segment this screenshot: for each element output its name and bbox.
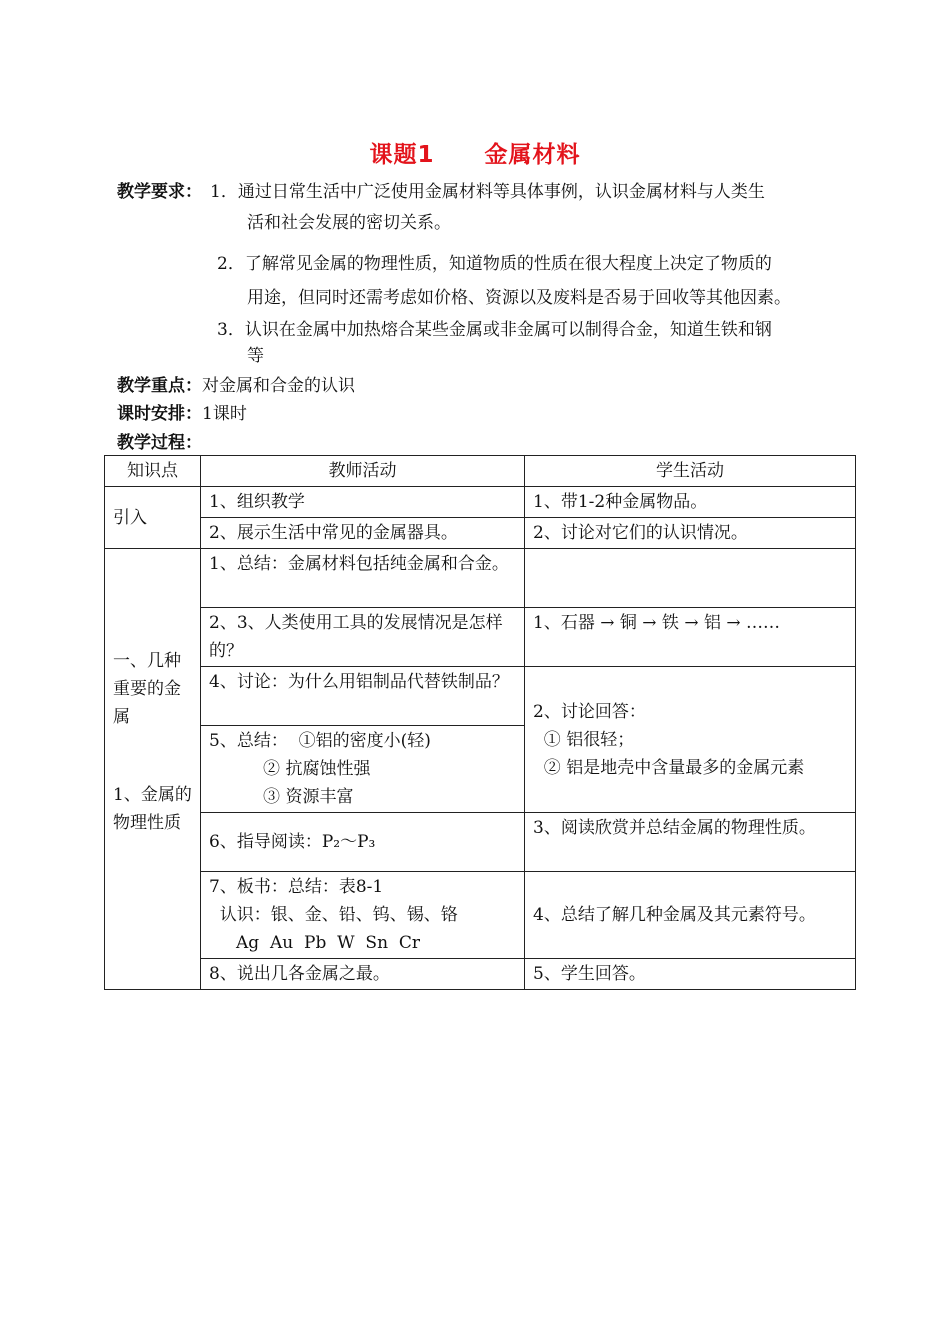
teacher-cell: 1、组织教学 — [201, 487, 525, 518]
teacher-cell: 8、说出几各金属之最。 — [201, 959, 525, 990]
requirement-3-text: 3．认识在金属中加热熔合某些金属或非金属可以制得合金，知道生铁和钢 — [217, 320, 772, 340]
teacher-line: 7、板书：总结：表8-1 — [209, 877, 384, 897]
teacher-line: Ag Au Pb W Sn Cr — [209, 933, 420, 953]
focus-line — [117, 375, 355, 397]
student-line: ② 铝是地壳中含量最多的金属元素 — [533, 757, 805, 778]
teacher-cell: 4、讨论：为什么用铝制品代替铁制品？ — [201, 667, 525, 726]
header-knowledge: 知识点 — [105, 456, 201, 487]
table-row — [105, 549, 856, 608]
student-cell: 5、学生回答。 — [525, 959, 856, 990]
requirement-2-text: 2．了解常见金属的物理性质，知道物质的性质在很大程度上决定了物质的 — [217, 254, 772, 274]
page-title — [0, 136, 950, 169]
lesson-table — [104, 455, 856, 990]
topic-metals-title: 一、几种重要的金属 — [113, 651, 181, 727]
teacher-cell: 6、指导阅读：P₂～P₃ — [201, 813, 525, 872]
table-row — [105, 487, 856, 518]
schedule-label: 课时安排： — [117, 404, 202, 424]
table-row — [105, 667, 856, 726]
process-line — [117, 432, 202, 454]
teacher-line: ② 抗腐蚀性强 — [209, 759, 371, 779]
focus-text: 对金属和合金的认识 — [202, 376, 355, 396]
requirement-3-cont: 等 — [247, 346, 264, 366]
teacher-line: 认识：银、金、铅、钨、锡、铬 — [209, 905, 458, 925]
table-row — [105, 959, 856, 990]
student-line: 2、讨论回答： — [533, 701, 646, 722]
student-line: ① 铝很轻； — [533, 729, 635, 750]
student-cell: 4、总结了解几种金属及其元素符号。 — [525, 872, 856, 959]
student-cell — [525, 667, 856, 813]
teacher-line: 5、总结： ①铝的密度小(轻) — [209, 731, 431, 751]
topic-intro: 引入 — [105, 487, 201, 549]
requirements-label: 教学要求： — [117, 182, 202, 202]
process-label: 教学过程： — [117, 433, 202, 453]
topic-metals — [105, 549, 201, 990]
teacher-cell — [201, 726, 525, 813]
requirement-1-cont: 活和社会发展的密切关系。 — [247, 213, 451, 233]
focus-label: 教学重点： — [117, 376, 202, 396]
table-row — [105, 608, 856, 667]
schedule-text: 1课时 — [202, 404, 247, 424]
student-cell: 1、石器 → 铜 → 铁 → 铝 → …… — [525, 608, 856, 667]
teacher-cell — [201, 872, 525, 959]
requirement-1-text: 1．通过日常生活中广泛使用金属材料等具体事例，认识金属材料与人类生 — [210, 182, 765, 202]
title-lesson: 课题1 — [369, 142, 435, 168]
table-row — [105, 518, 856, 549]
header-teacher: 教师活动 — [201, 456, 525, 487]
requirement-2-cont: 用途，但同时还需考虑如价格、资源以及废料是否易于回收等其他因素。 — [247, 288, 791, 308]
teacher-cell: 2、3、人类使用工具的发展情况是怎样的？ — [201, 608, 525, 667]
requirement-line-1 — [117, 181, 765, 203]
table-row — [105, 813, 856, 872]
schedule-line — [117, 403, 247, 425]
table-row — [105, 872, 856, 959]
student-cell: 2、讨论对它们的认识情况。 — [525, 518, 856, 549]
student-cell: 1、带1-2种金属物品。 — [525, 487, 856, 518]
teacher-cell: 1、总结：金属材料包括纯金属和合金。 — [201, 549, 525, 608]
topic-physical-properties: 1、金属的物理性质 — [113, 785, 192, 833]
header-student: 学生活动 — [525, 456, 856, 487]
title-topic: 金属材料 — [484, 142, 581, 168]
teacher-cell: 2、展示生活中常见的金属器具。 — [201, 518, 525, 549]
teacher-line: ③ 资源丰富 — [209, 787, 354, 807]
table-header-row — [105, 456, 856, 487]
student-cell: 3、阅读欣赏并总结金属的物理性质。 — [525, 813, 856, 872]
student-cell — [525, 549, 856, 608]
